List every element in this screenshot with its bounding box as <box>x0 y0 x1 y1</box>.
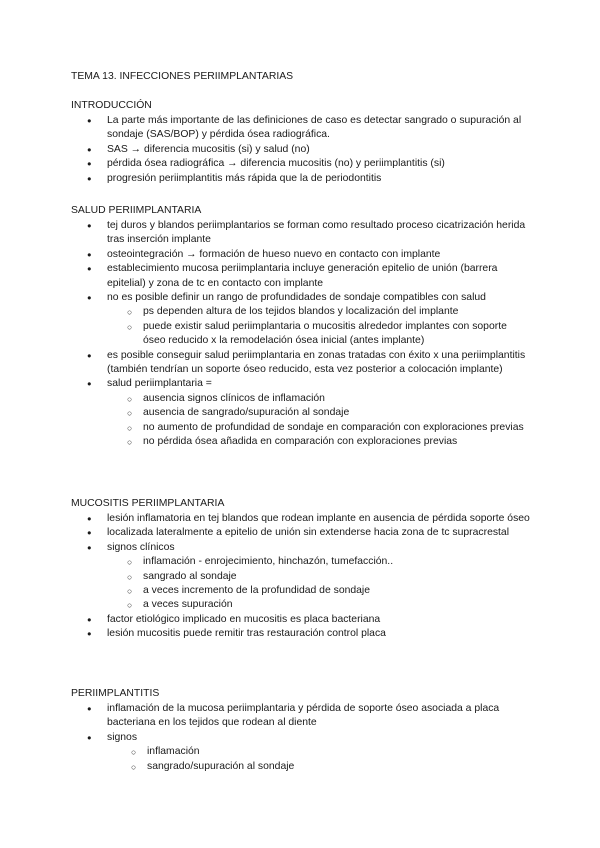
list-item: ● La parte más importante de las definiciones de caso es detectar sangrado o supuración al sondaje (SAS/BOP) y pérdida ósea radiográfica. <box>71 114 531 143</box>
list-item: ● lesión mucositis puede remitir tras restauración control placa <box>71 627 531 641</box>
list-item: ● inflamación de la mucosa periimplantaria y pérdida de soporte óseo asociada a placa bacteriana en los tejidos que rodean al diente <box>71 702 531 731</box>
sub-list-item: ○ inflamación <box>107 745 531 759</box>
sub-list-item: ○ puede existir salud periimplantaria o mucositis alrededor implantes con soporte óseo reducido x la remodelación ósea inicial (antes implante) <box>107 320 531 349</box>
bullet-list-mucositis <box>71 512 531 642</box>
list-item: ● lesión inflamatoria en tej blandos que rodean implante en ausencia de pérdida soporte óseo <box>71 512 531 526</box>
sub-list-item: ○ no pérdida ósea añadida en comparación con exploraciones previas <box>107 435 531 449</box>
sub-list <box>107 305 531 348</box>
list-item: ● localizada lateralmente a epitelio de unión sin extenderse hacia zona de tc supracrestal <box>71 526 531 540</box>
sub-list <box>107 745 531 774</box>
sub-list <box>107 555 531 613</box>
list-item: ● progresión periimplantitis más rápida que la de periodontitis <box>71 172 531 186</box>
sub-list-item: ○ ausencia de sangrado/supuración al sondaje <box>107 406 531 420</box>
section-heading-salud: SALUD PERIIMPLANTARIA <box>71 205 202 216</box>
list-item: ● pérdida ósea radiográfica → diferencia mucositis (no) y periimplantitis (si) <box>71 157 531 171</box>
section-heading-mucositis: MUCOSITIS PERIIMPLANTARIA <box>71 498 225 509</box>
list-item: ● factor etiológico implicado en mucositis es placa bacteriana <box>71 613 531 627</box>
section-heading-introduccion: INTRODUCCIÓN <box>71 100 152 111</box>
bullet-list-periimplantitis <box>71 702 531 774</box>
list-item: ● es posible conseguir salud periimplantaria en zonas tratadas con éxito x una periimplantitis (también tendrían un soporte óseo reducido, esta vez posterior a colocación implante) <box>71 349 531 378</box>
list-item: ● salud periimplantaria = ○ ausencia signos clínicos de inflamación ○ ausencia de sangrado/supuración al sondaje ○ no aumento de profundidad de sondaje en comparación con exploraciones previas ○ no pérdida ósea añadida en comparación con exploraciones previas <box>71 377 531 449</box>
document-title: TEMA 13. INFECCIONES PERIIMPLANTARIAS <box>71 71 294 82</box>
sub-list-item: ○ sangrado al sondaje <box>107 570 531 584</box>
sub-list-item: ○ ps dependen altura de los tejidos blandos y localización del implante <box>107 305 531 319</box>
bullet-list-salud <box>71 219 531 450</box>
list-item: ● establecimiento mucosa periimplantaria incluye generación epitelio de unión (barrera epitelial) y zona de tc en contacto con implante <box>71 262 531 291</box>
bullet-list-introduccion <box>71 114 531 186</box>
sub-list-item: ○ ausencia signos clínicos de inflamación <box>107 392 531 406</box>
sub-list <box>107 392 531 450</box>
sub-list-item: ○ inflamación - enrojecimiento, hinchazón, tumefacción.. <box>107 555 531 569</box>
list-item: ● no es posible definir un rango de profundidades de sondaje compatibles con salud ○ ps dependen altura de los tejidos blandos y localización del implante ○ puede existir salud periimplantaria o mucositis alrededor implantes con soporte óseo reducido x la remodelación ósea inicial (antes implante) <box>71 291 531 349</box>
sub-list-item: ○ a veces supuración <box>107 598 531 612</box>
section-heading-periimplantitis: PERIIMPLANTITIS <box>71 688 160 699</box>
list-item: ● SAS → diferencia mucositis (si) y salud (no) <box>71 143 531 157</box>
list-item: ● signos clínicos ○ inflamación - enrojecimiento, hinchazón, tumefacción.. ○ sangrado al sondaje ○ a veces incremento de la profundidad de sondaje ○ a veces supuración <box>71 541 531 613</box>
sub-list-item: ○ no aumento de profundidad de sondaje en comparación con exploraciones previas <box>107 421 531 435</box>
sub-list-item: ○ a veces incremento de la profundidad de sondaje <box>107 584 531 598</box>
sub-list-item: ○ sangrado/supuración al sondaje <box>107 760 531 774</box>
list-item: ● osteointegración → formación de hueso nuevo en contacto con implante <box>71 248 531 262</box>
list-item: ● tej duros y blandos periimplantarios se forman como resultado proceso cicatrización herida tras inserción implante <box>71 219 531 248</box>
list-item: ● signos ○ inflamación ○ sangrado/supuración al sondaje <box>71 731 531 774</box>
